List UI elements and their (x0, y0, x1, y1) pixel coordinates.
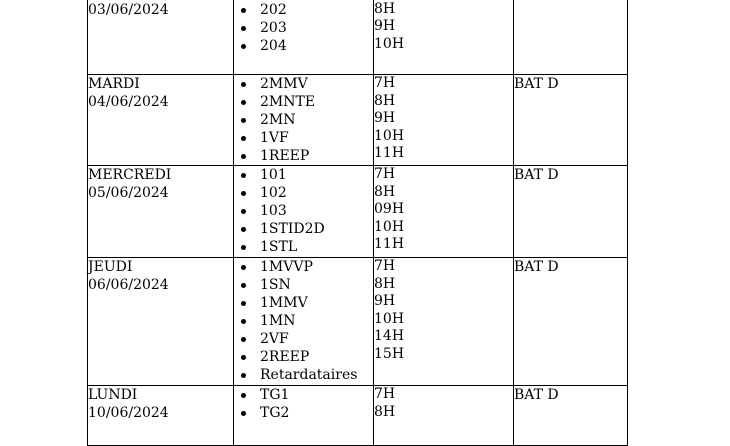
class-label: 202 (260, 2, 287, 18)
schedule-table-body (88, 0, 628, 446)
bullet-icon (241, 191, 246, 196)
class-label: Retardataires (260, 367, 358, 383)
day-date: 05/06/2024 (88, 185, 169, 201)
bullet-icon (241, 26, 246, 31)
class-list-item (234, 312, 373, 330)
hour-slot: 11H (374, 145, 405, 161)
class-list-item (234, 19, 373, 37)
bullet-icon (241, 118, 246, 123)
bullet-icon (241, 319, 246, 324)
bullet-icon (241, 227, 246, 232)
hour-slot: 11H (374, 236, 405, 252)
hours-cell (374, 166, 514, 258)
class-list-item (234, 166, 373, 184)
classes-cell (234, 166, 374, 258)
class-label: 1MMV (260, 295, 308, 311)
class-list-item (234, 1, 373, 19)
day-cell (88, 386, 234, 446)
schedule-row (88, 166, 628, 258)
bullet-icon (241, 173, 246, 178)
classes-cell (234, 75, 374, 166)
class-list-item (234, 129, 373, 147)
class-list-item (234, 276, 373, 294)
classes-cell (234, 0, 374, 75)
class-label: 103 (260, 203, 287, 219)
hour-slot: 8H (374, 0, 396, 17)
bullet-icon (241, 301, 246, 306)
class-list-item (234, 37, 373, 55)
class-label: 102 (260, 185, 287, 201)
hour-slot: 7H (374, 258, 396, 274)
class-list (234, 75, 373, 165)
class-list-item (234, 348, 373, 366)
day-date: 06/06/2024 (88, 277, 169, 293)
day-cell (88, 75, 234, 166)
location-label (514, 0, 627, 1)
hour-slot: 7H (374, 166, 396, 182)
hours-cell (374, 258, 514, 386)
class-list-item (234, 111, 373, 129)
bullet-icon (241, 154, 246, 159)
class-label: 2VF (260, 331, 289, 347)
location-label: BAT D (514, 76, 559, 92)
location-cell (514, 386, 628, 446)
class-list-item (234, 258, 373, 276)
class-label: 1MVVP (260, 259, 313, 275)
class-label: TG1 (260, 387, 290, 403)
class-label: 1SN (260, 277, 291, 293)
day-cell (88, 166, 234, 258)
location-cell (514, 166, 628, 258)
bullet-icon (241, 209, 246, 214)
bullet-icon (241, 337, 246, 342)
day-cell (88, 0, 234, 75)
hour-slot: 7H (374, 75, 396, 91)
bullet-icon (241, 283, 246, 288)
bullet-icon (241, 355, 246, 360)
class-label: 2MN (260, 112, 296, 128)
bullet-icon (241, 411, 246, 416)
hour-slot: 14H (374, 328, 405, 344)
hour-slot: 09H (374, 201, 405, 217)
day-name: LUNDI (88, 387, 138, 403)
class-label: 1VF (260, 130, 289, 146)
bullet-icon (241, 245, 246, 250)
hour-slot: 9H (374, 293, 396, 309)
hour-slot: 7H (374, 386, 396, 402)
hours-cell (374, 386, 514, 446)
hour-slot: 8H (374, 403, 396, 420)
location-label: BAT D (514, 259, 559, 275)
exam-schedule-table (87, 0, 628, 446)
day-name: MERCREDI (88, 167, 172, 183)
hour-slot: 10H (374, 310, 405, 327)
classes-cell (234, 386, 374, 446)
hour-slot: 15H (374, 345, 405, 362)
hour-slot: 8H (374, 275, 396, 292)
class-list-item (234, 184, 373, 202)
class-list-item (234, 202, 373, 220)
class-label: 1MN (260, 313, 296, 329)
location-label: BAT D (514, 167, 559, 183)
day-name: MARDI (88, 76, 140, 92)
class-list (234, 258, 373, 384)
class-list-item (234, 238, 373, 256)
day-date: 10/06/2024 (88, 405, 169, 421)
hour-slot: 8H (374, 183, 396, 200)
class-label: 1REEP (260, 148, 310, 164)
bullet-icon (241, 393, 246, 398)
class-list-item (234, 147, 373, 165)
class-list-item (234, 294, 373, 312)
class-label: 101 (260, 167, 287, 183)
class-list-item (234, 386, 373, 404)
schedule-row (88, 75, 628, 166)
class-label: 2MMV (260, 76, 308, 92)
hour-slot: 9H (374, 110, 396, 126)
class-list-item (234, 75, 373, 93)
location-label: BAT D (514, 387, 559, 403)
schedule-row (88, 0, 628, 75)
class-list-item (234, 366, 373, 384)
bullet-icon (241, 373, 246, 378)
schedule-row (88, 258, 628, 386)
bullet-icon (241, 8, 246, 13)
bullet-icon (241, 136, 246, 141)
class-label: 203 (260, 20, 287, 36)
class-label: 1STID2D (260, 221, 325, 237)
hour-slot: 10H (374, 127, 405, 144)
class-list (234, 386, 373, 422)
hour-slot: 8H (374, 92, 396, 109)
location-cell (514, 0, 628, 75)
class-label: 2REEP (260, 349, 310, 365)
class-list (234, 0, 373, 55)
class-label: 2MNTE (260, 94, 316, 110)
hours-cell (374, 75, 514, 166)
bullet-icon (241, 265, 246, 270)
hour-slot: 10H (374, 218, 405, 235)
day-cell (88, 258, 234, 386)
location-cell (514, 258, 628, 386)
hours-cell (374, 0, 514, 75)
class-list-item (234, 220, 373, 238)
schedule-row (88, 386, 628, 446)
class-list-item (234, 93, 373, 111)
class-label: 204 (260, 38, 287, 54)
class-list-item (234, 404, 373, 422)
class-list (234, 166, 373, 256)
day-date: 03/06/2024 (88, 2, 169, 18)
bullet-icon (241, 82, 246, 87)
day-date: 04/06/2024 (88, 94, 169, 110)
bullet-icon (241, 100, 246, 105)
location-cell (514, 75, 628, 166)
class-list-item (234, 330, 373, 348)
bullet-icon (241, 44, 246, 49)
day-name: JEUDI (88, 259, 133, 275)
class-label: 1STL (260, 239, 298, 255)
hour-slot: 9H (374, 18, 396, 34)
hour-slot: 10H (374, 35, 405, 52)
class-label: TG2 (260, 405, 290, 421)
classes-cell (234, 258, 374, 386)
